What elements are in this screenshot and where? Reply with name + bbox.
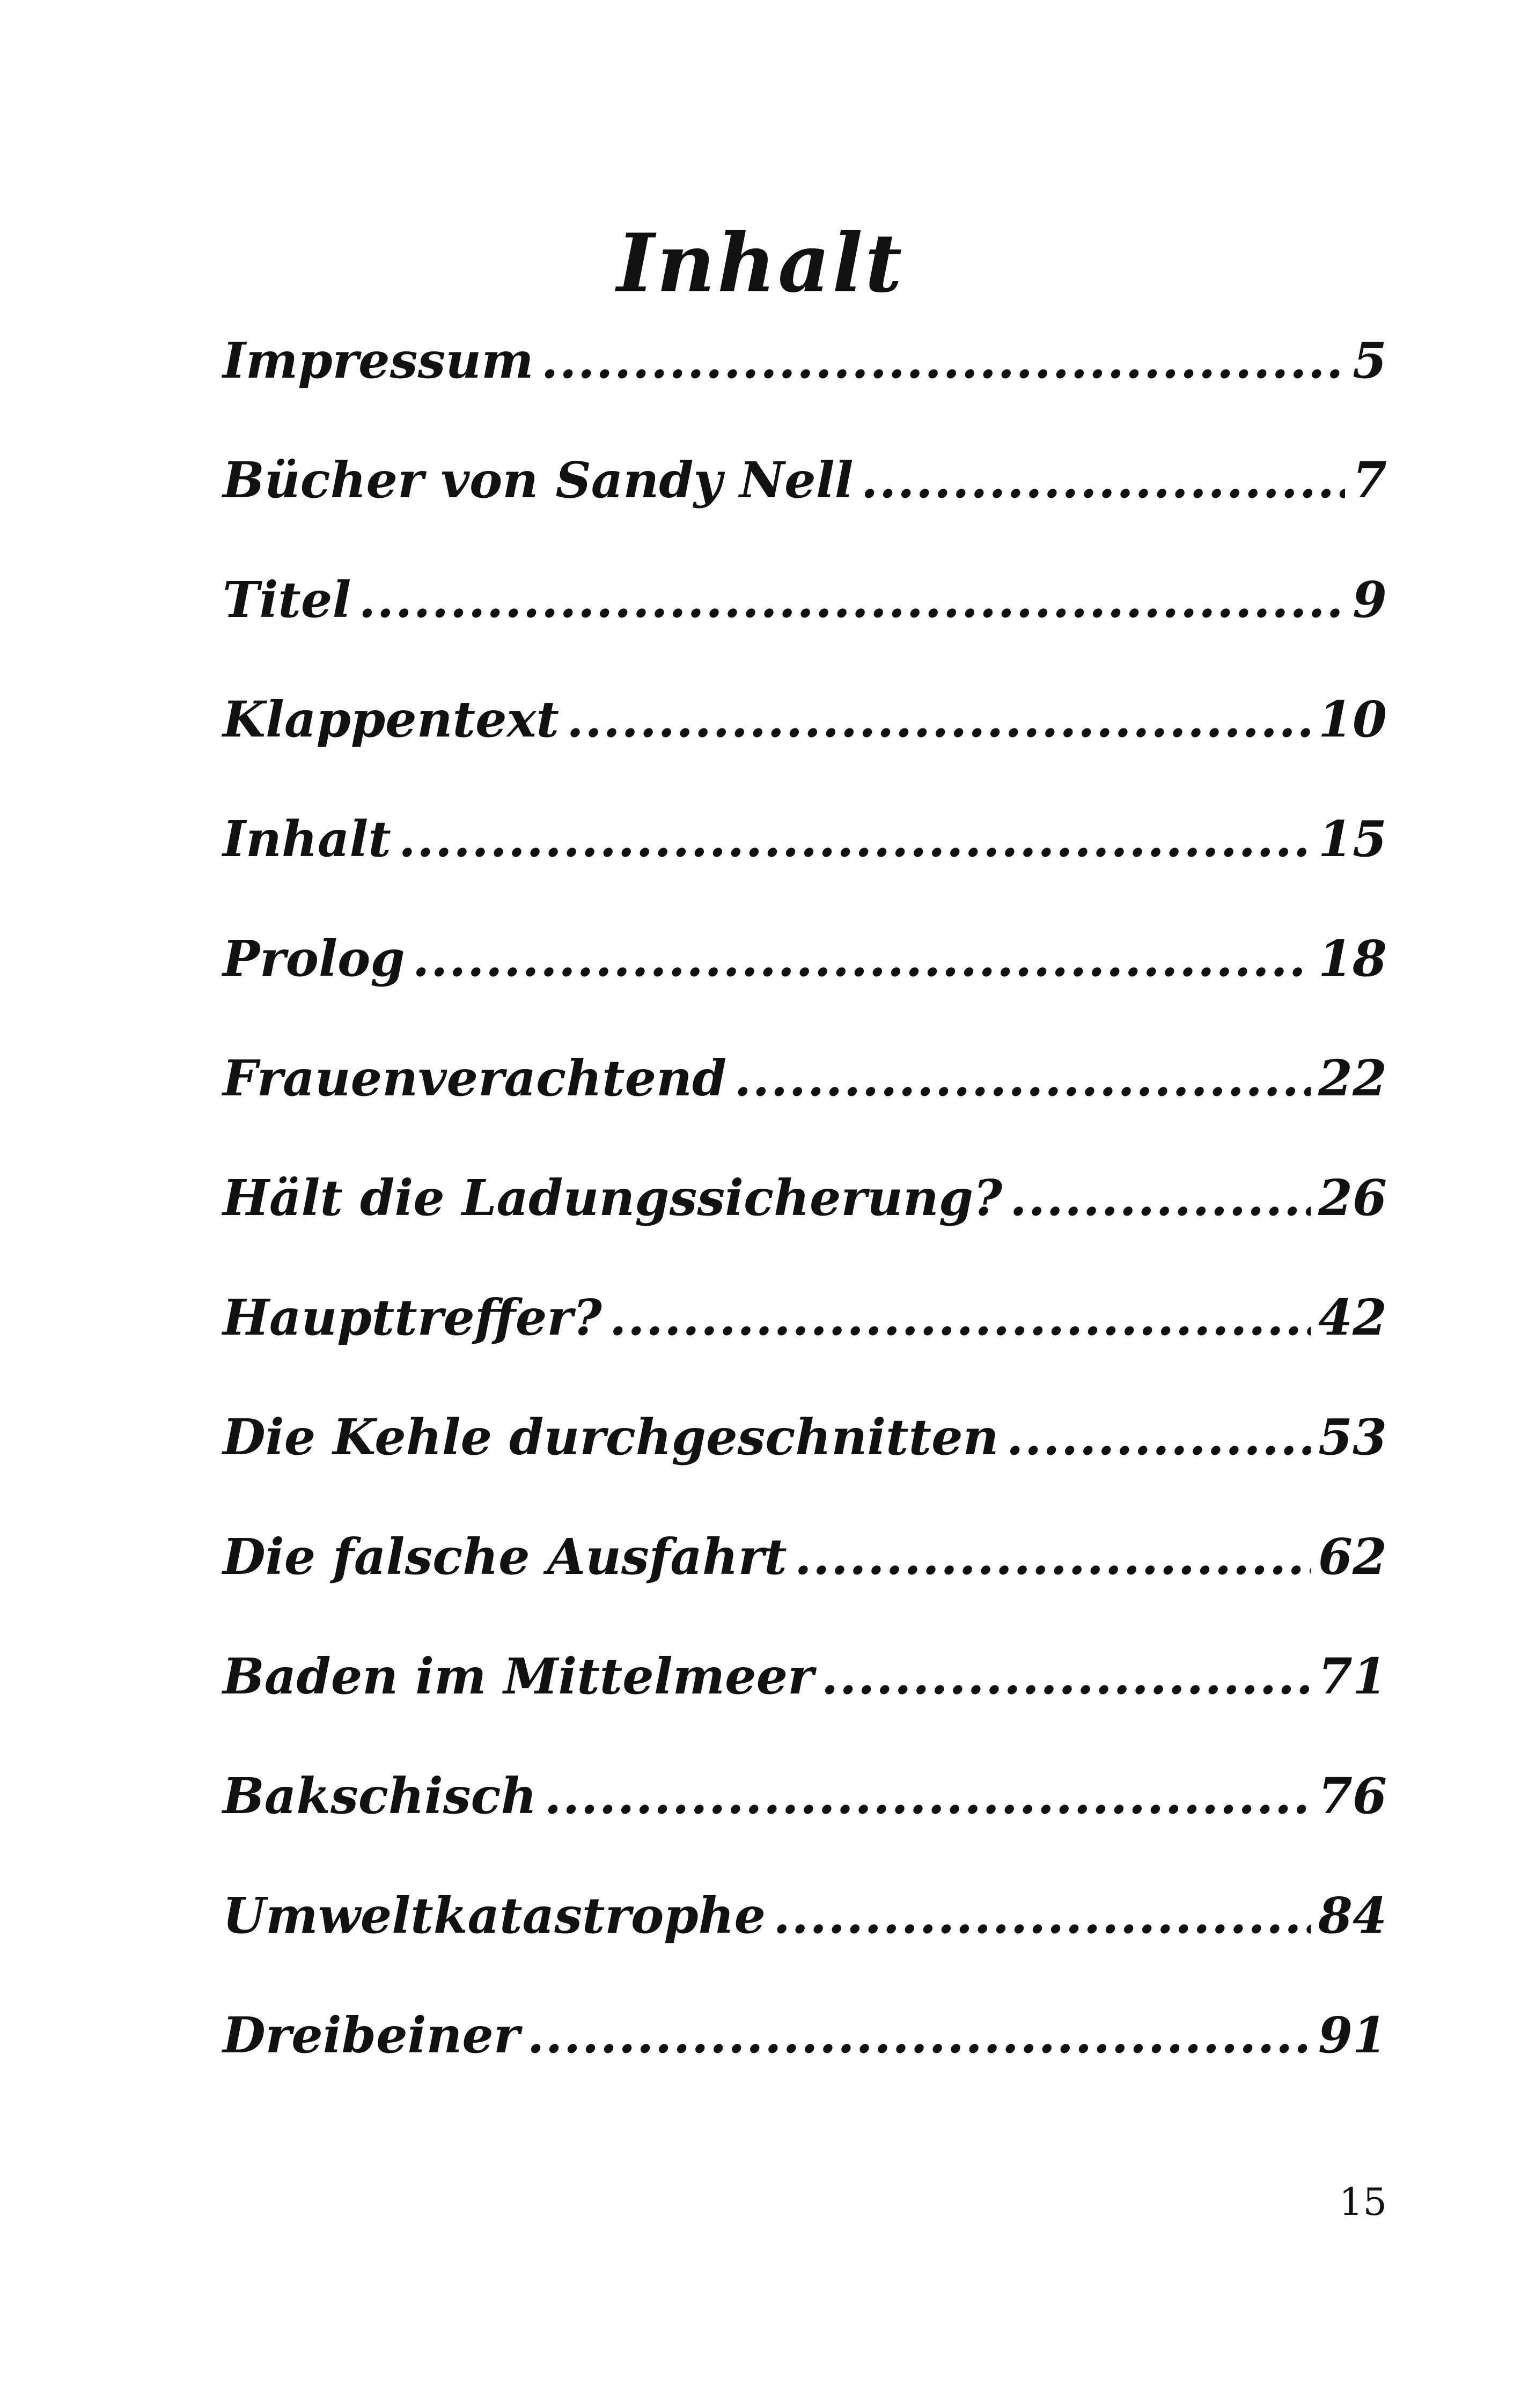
toc-entry-page: 15: [1318, 809, 1387, 868]
toc-entry-page: 26: [1318, 1168, 1387, 1227]
toc-entry: [223, 659, 1387, 779]
toc-entry-page: 9: [1352, 570, 1387, 629]
toc-entry: [223, 1257, 1387, 1377]
toc-entry-page: 5: [1352, 331, 1387, 389]
toc-entry-page: 76: [1318, 1766, 1387, 1825]
toc-entry-page: 18: [1318, 929, 1387, 988]
page-number: 15: [1339, 2180, 1387, 2224]
toc-entry-page: 71: [1318, 1647, 1387, 1705]
dot-leader: [773, 1883, 1311, 1948]
page-title: Inhalt: [616, 216, 905, 311]
toc-entry-title: Die Kehle durchgeschnitten: [223, 1408, 999, 1466]
toc-entry: [223, 899, 1387, 1018]
toc-entry: [223, 1138, 1387, 1257]
dot-leader: [1010, 1166, 1311, 1230]
table-of-contents: [223, 300, 1387, 2095]
toc-entry-title: Hält die Ladungssicherung?: [223, 1168, 1003, 1227]
dot-leader: [358, 568, 1345, 632]
toc-entry: [223, 1497, 1387, 1616]
toc-entry: [223, 420, 1387, 540]
toc-entry-title: Prolog: [223, 929, 405, 988]
toc-entry: [223, 1377, 1387, 1497]
dot-leader: [609, 1285, 1311, 1350]
toc-entry-page: 42: [1318, 1288, 1387, 1346]
toc-entry-title: Bücher von Sandy Nell: [223, 451, 854, 509]
toc-entry-page: 62: [1318, 1527, 1387, 1586]
toc-entry-title: Impressum: [223, 331, 534, 389]
toc-entry-title: Inhalt: [223, 809, 391, 868]
toc-entry: [223, 1736, 1387, 1855]
toc-entry-title: Frauenverachtend: [223, 1049, 727, 1107]
dot-leader: [861, 448, 1345, 512]
dot-leader: [541, 328, 1345, 393]
toc-entry-page: 7: [1352, 451, 1387, 509]
toc-entry: [223, 1975, 1387, 2095]
toc-entry-page: 91: [1318, 2006, 1387, 2064]
dot-leader: [413, 926, 1311, 991]
toc-entry-title: Baden im Mittelmeer: [223, 1647, 814, 1705]
dot-leader: [544, 1764, 1311, 1828]
toc-entry-page: 10: [1318, 690, 1387, 748]
dot-leader: [734, 1046, 1311, 1110]
toc-entry-title: Klappentext: [223, 690, 559, 748]
toc-entry: [223, 1018, 1387, 1138]
toc-entry-page: 22: [1318, 1049, 1387, 1107]
toc-entry-title: Haupttreffer?: [223, 1288, 602, 1346]
toc-entry: [223, 300, 1387, 420]
toc-entry: [223, 1616, 1387, 1736]
dot-leader: [1006, 1405, 1311, 1469]
toc-entry-title: Umweltkatastrophe: [223, 1886, 766, 1945]
toc-entry-page: 53: [1318, 1408, 1387, 1466]
toc-entry-title: Die falsche Ausfahrt: [223, 1527, 787, 1586]
dot-leader: [567, 687, 1311, 752]
dot-leader: [821, 1644, 1311, 1709]
dot-leader: [795, 1525, 1311, 1589]
dot-leader: [527, 2003, 1311, 2067]
dot-leader: [399, 807, 1311, 871]
toc-entry-page: 84: [1318, 1886, 1387, 1945]
toc-entry: [223, 779, 1387, 899]
toc-entry-title: Titel: [223, 570, 351, 629]
toc-entry: [223, 540, 1387, 659]
toc-entry-title: Bakschisch: [223, 1766, 537, 1825]
toc-entry-title: Dreibeiner: [223, 2006, 520, 2064]
toc-entry: [223, 1855, 1387, 1975]
